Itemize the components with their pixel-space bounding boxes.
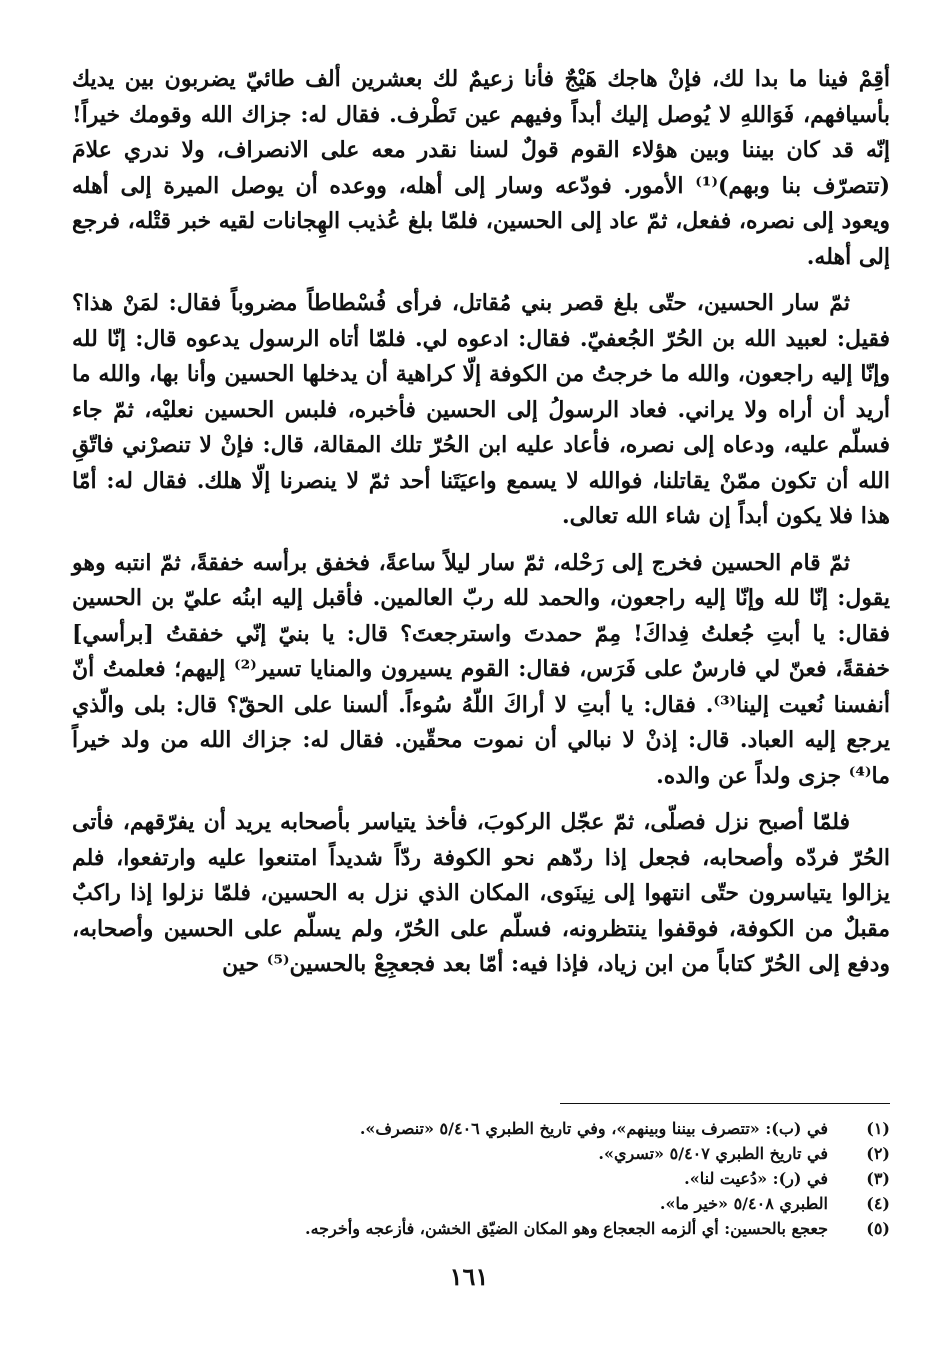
footnote-2 (300, 1141, 890, 1166)
main-text (72, 62, 890, 994)
footnote-number: (٥) (866, 1219, 890, 1238)
paragraph-2: ثمّ سار الحسين، حتّى بلغ قصر بني مُقاتل، فرأى فُسْطاطاً مضروباً فقال: لمَنْ هذا؟ فقيل: لعبيد الله بن الحُرّ الجُعفيّ. فقال: ادعوه لي. فلمّا أتاه الرسول يدعوه قال: إنّا لله وإنّا إليه راجعون، والله ما خرجتُ من الكوفة إلّا كراهية أن يدخلها الحسين وأنا بها، والله ما أريد أن أراه ولا يراني. فعاد الرسولُ إلى الحسين فأخبره، فلبس الحسين نعليْه، ثمّ جاء فسلّم عليه، ودعاه إلى نصره، فأعاد عليه ابن الحُرّ تلك المقالة، قال: فإنْ لا تنصرْني فاتّقِ الله أن تكون ممّنْ يقاتلنا، فوالله لا يسمع واعيَتَنا أحد ثمّ لا ينصرنا إلّا هلك. فقال له: أمّا هذا فلا يكون أبداً إن شاء الله تعالى. (72, 290, 890, 529)
footnote-text: في (ب): «تتصرف بيننا وبينهم»، وفي تاريخ الطبري ٥/٤٠٦ «تنصرف». (359, 1119, 828, 1138)
footnote-1 (300, 1116, 890, 1141)
paragraph-1: أقِمْ فينا ما بدا لك، فإنْ هاجك هَيْجٌ فأنا زعيمٌ لك بعشرين ألف طائيّ يضربون بين يديك بأسيافهم، فَوَاللهِ لا يُوصل إليك أبداً وفيهم عين تَطْرف. فقال له: جزاك الله وقومك خيراً! إنّه قد كان بيننا وبين هؤلاء القوم قولٌ لسنا نقدر معه على الانصراف، ولا ندري علامَ (تتصرّف بنا وبهم)⁽¹⁾ الأمور. فودّعه وسار إلى أهله، ووعده أن يوصل الميرة إلى أهله ويعود إلى نصره، ففعل، ثمّ عاد إلى الحسين، فلمّا بلغ عُذيب الهِجانات لقيه خبر قتْله، فرجع إلى أهله. (72, 66, 891, 270)
footnote-4 (300, 1191, 890, 1216)
footnote-text: جعجع بالحسين: أي ألزمه الجعجاع وهو المكان الضيّق الخشن، فأزعجه وأخرجه. (305, 1219, 828, 1238)
footnote-number: (١) (866, 1119, 890, 1138)
footnotes (300, 1116, 890, 1241)
footnote-number: (٣) (866, 1169, 890, 1188)
footnote-3 (300, 1166, 890, 1191)
paragraph-3: ثمّ قام الحسين فخرج إلى رَحْله، ثمّ سار ليلاً ساعةً، فخفق برأسه خفقةً، ثمّ انتبه وهو يقول: إنّا لله وإنّا إليه راجعون، والحمد لله ربّ العالمين. فأقبل إليه ابنُه عليّ بن الحسين فقال: يا أبتِ جُعلتُ فِداكَ! مِمّ حمدتَ واسترجعتَ؟ قال: يا بنيّ إنّي خفقتُ [برأسي] خفقةً، فعنّ لي فارسٌ على فَرَس، فقال: القوم يسيرون والمنايا تسير⁽²⁾ إليهم؛ فعلمتُ أنّ أنفسنا نُعيت إلينا⁽³⁾. فقال: يا أبتِ لا أراكَ اللّهُ سُوءاً. ألسنا على الحقّ؟ قال: بلى والّذي يرجع إليه العباد. قال: إذنْ لا نبالي أن نموت محقّين. فقال له: جزاك الله من ولد خيراً ما⁽⁴⁾ جزى ولداً عن والده. (72, 549, 890, 789)
footnote-separator (560, 1103, 890, 1104)
page-number: ١٦١ (449, 1262, 489, 1291)
footnote-text: في (ر): «دُعيت لنا». (684, 1169, 828, 1188)
paragraph-4: فلمّا أصبح نزل فصلّى، ثمّ عجّل الركوبَ، فأخذ يتياسر بأصحابه يريد أن يفرّقهم، فأتى الحُرّ فردّه وأصحابه، فجعل إذا ردّهم نحو الكوفة ردّاً شديداً امتنعوا عليه وارتفعوا، فلم يزالوا يتياسرون حتّى انتهوا إلى نِينَوى، المكان الذي نزل به الحسين، فلمّا نزلوا إذا راكبٌ مقبلٌ من الكوفة، فوقفوا ينتظرونه، فسلّم على الحُرّ، ولم يسلّم على الحسين وأصحابه، ودفع إلى الحُرّ كتاباً من ابن زياد، فإذا فيه: أمّا بعد فجعجِعْ بالحسين⁽⁵⁾ حين (72, 809, 890, 977)
footnote-text: في تاريخ الطبري ٥/٤٠٧ «تسري». (598, 1144, 828, 1163)
footnote-5 (300, 1216, 890, 1241)
footnote-number: (٤) (866, 1194, 890, 1213)
footnote-text: الطبري ٥/٤٠٨ «خير ما». (659, 1194, 828, 1213)
footnote-number: (٢) (866, 1144, 890, 1163)
